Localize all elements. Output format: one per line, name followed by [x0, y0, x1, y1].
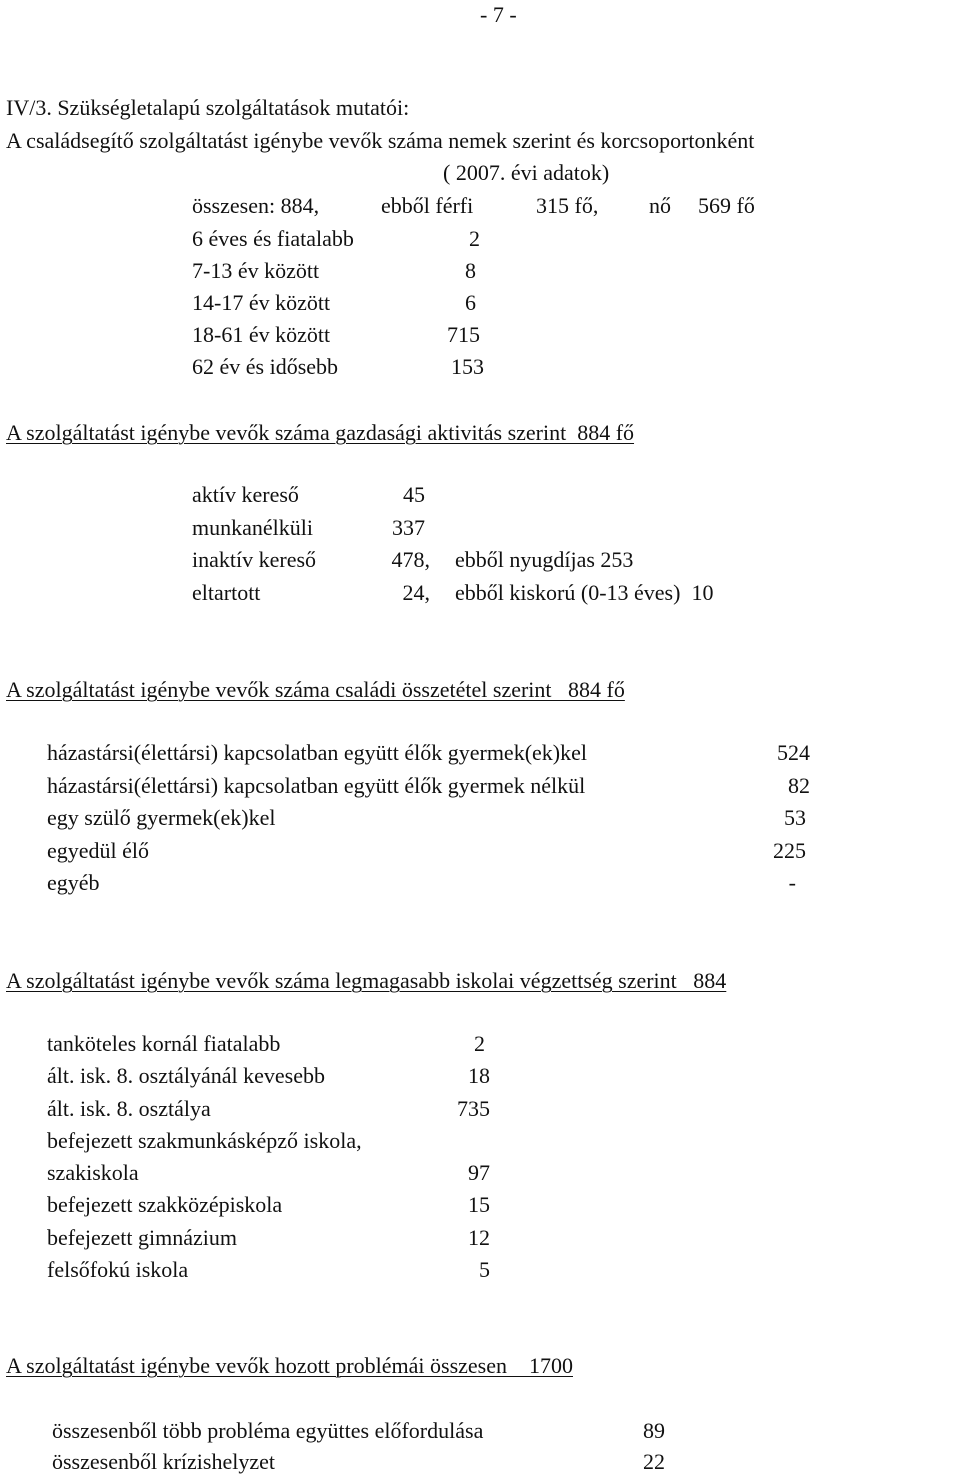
family-value: 82: [788, 773, 810, 798]
education-label: befejezett gimnázium: [47, 1225, 237, 1250]
problems-value: 89: [643, 1418, 665, 1443]
economic-label: eltartott: [192, 580, 261, 605]
problems-label: összesenből több probléma együttes előfordulása: [52, 1418, 484, 1443]
economic-value: 45: [403, 482, 425, 507]
age-group-value: 153: [451, 354, 484, 379]
totals-label: összesen: 884,: [192, 193, 320, 218]
economic-heading: A szolgáltatást igénybe vevők száma gazdasági aktivitás szerint 884 fő: [6, 420, 635, 445]
education-value: 735: [457, 1096, 490, 1121]
family-heading: A szolgáltatást igénybe vevők száma családi összetétel szerint 884 fő: [6, 677, 625, 702]
education-label: tanköteles kornál fiatalabb: [47, 1031, 281, 1056]
age-group-value: 6: [465, 290, 476, 315]
age-group-label: 62 év és idősebb: [192, 354, 339, 379]
economic-note: ebből kiskorú (0-13 éves) 10: [455, 580, 714, 605]
education-label: befejezett szakmunkásképző iskola,: [47, 1128, 362, 1153]
economic-label: munkanélküli: [192, 515, 313, 540]
totals-male-value: 315 fő,: [536, 193, 599, 218]
problems-value: 22: [643, 1449, 665, 1474]
economic-label: aktív kereső: [192, 482, 299, 507]
totals-female-label: nő: [649, 193, 671, 218]
economic-label: inaktív kereső: [192, 547, 317, 572]
age-group-label: 14-17 év között: [192, 290, 331, 315]
age-group-value: 8: [465, 258, 476, 283]
age-group-value: 715: [447, 322, 480, 347]
education-label: ált. isk. 8. osztályánál kevesebb: [47, 1063, 325, 1088]
family-value: 524: [777, 740, 810, 765]
intro-line-1: A családsegítő szolgáltatást igénybe vevők száma nemek szerint és korcsoportonként: [6, 128, 755, 153]
family-label: egyedül élő: [47, 838, 150, 863]
education-label: felsőfokú iskola: [47, 1257, 189, 1282]
family-label: házastársi(élettársi) kapcsolatban együtt élők gyermek nélkül: [47, 773, 586, 798]
economic-value: 478,: [391, 547, 430, 572]
totals-male-label: ebből férfi: [381, 193, 474, 218]
problems-heading: A szolgáltatást igénybe vevők hozott problémái összesen 1700: [6, 1353, 573, 1378]
totals-female-value: 569 fő: [698, 193, 755, 218]
education-label: ált. isk. 8. osztálya: [47, 1096, 211, 1121]
problems-label: összesenből krízishelyzet: [52, 1449, 275, 1474]
family-value: 53: [784, 805, 806, 830]
age-group-label: 18-61 év között: [192, 322, 331, 347]
economic-value: 24,: [402, 580, 430, 605]
family-label: egy szülő gyermek(ek)kel: [47, 805, 276, 830]
intro-line-2: ( 2007. évi adatok): [443, 160, 610, 185]
age-group-label: 6 éves és fiatalabb: [192, 226, 354, 251]
family-label: házastársi(élettársi) kapcsolatban együtt élők gyermek(ek)kel: [47, 740, 587, 765]
education-value: 97: [468, 1160, 490, 1185]
family-label: egyéb: [47, 870, 100, 895]
page-number: - 7 -: [480, 2, 517, 27]
education-label: befejezett szakközépiskola: [47, 1192, 283, 1217]
education-value: 5: [479, 1257, 490, 1282]
economic-note: ebből nyugdíjas 253: [455, 547, 634, 572]
age-group-label: 7-13 év között: [192, 258, 320, 283]
family-value: 225: [773, 838, 806, 863]
education-value: 15: [468, 1192, 490, 1217]
education-label: szakiskola: [47, 1160, 139, 1185]
economic-value: 337: [392, 515, 425, 540]
section-title: IV/3. Szükségletalapú szolgáltatások mutatói:: [6, 95, 410, 120]
age-group-value: 2: [469, 226, 480, 251]
education-value: 12: [468, 1225, 490, 1250]
education-value: 18: [468, 1063, 490, 1088]
education-value: 2: [474, 1031, 485, 1056]
family-value: -: [788, 870, 796, 895]
education-heading: A szolgáltatást igénybe vevők száma legmagasabb iskolai végzettség szerint 884: [6, 968, 727, 993]
